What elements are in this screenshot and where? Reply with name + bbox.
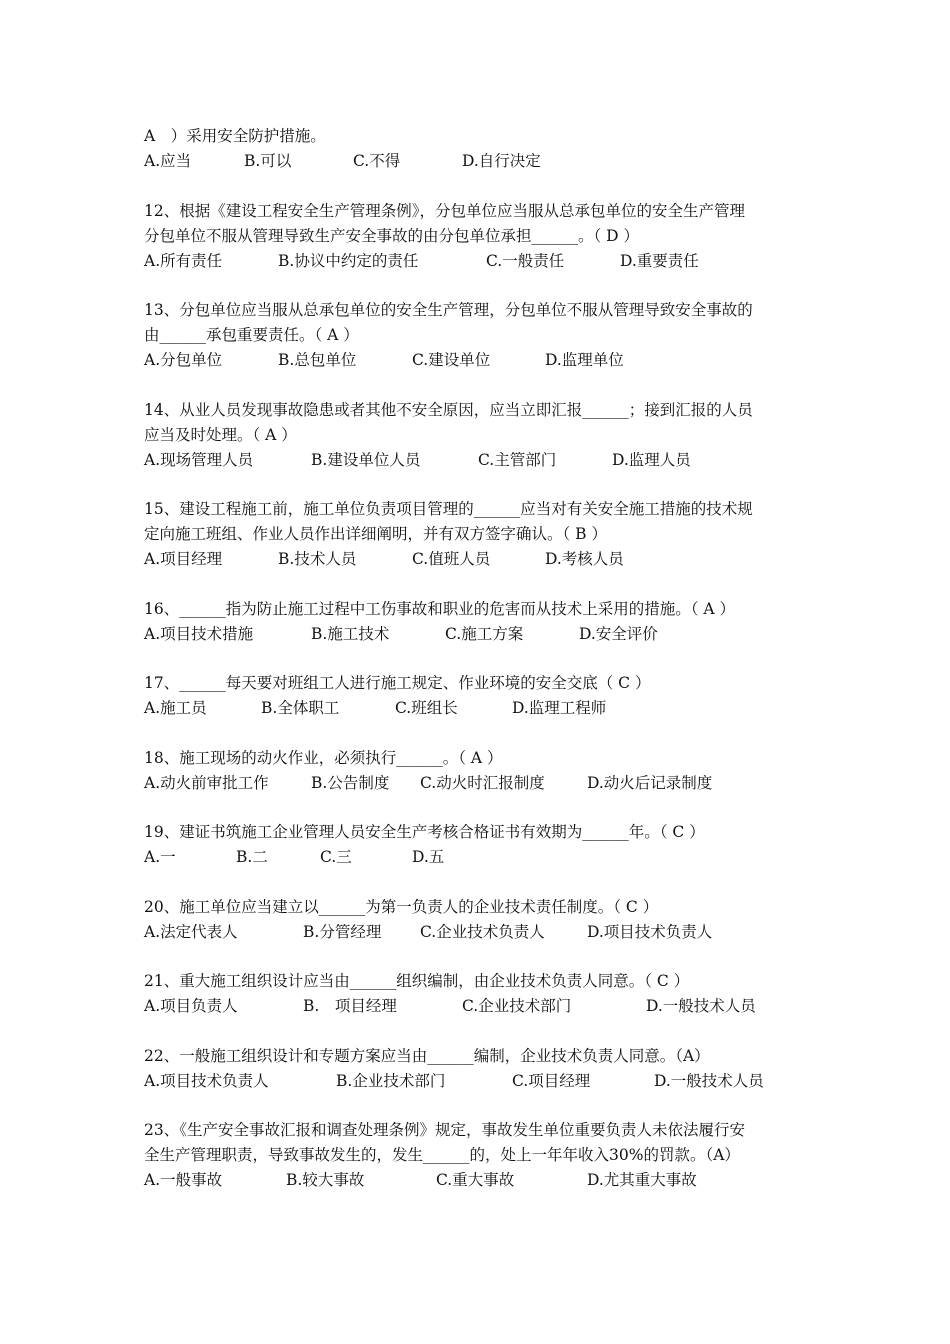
option-a: A.一 [144,848,176,866]
option-b: B.可以 [244,152,292,170]
option-d: D.一般技术人员 [654,1071,764,1090]
option-b: B.协议中约定的责任 [278,251,419,270]
option-b: B.分管经理 [303,922,382,941]
question-21 [144,969,816,1019]
option-b: B.建设单位人员 [311,450,421,469]
question-22 [144,1044,816,1094]
option-c: C.不得 [353,152,401,170]
option-a: A.应当 [144,152,192,170]
option-b: B.企业技术部门 [336,1071,446,1090]
question-text: 23、《生产安全事故汇报和调查处理条例》规定，事故发生单位重要负责人未依法履行安 [144,1121,745,1139]
option-d: D.五 [412,848,445,866]
answer-options [144,994,816,1019]
question-text: A ）采用安全防护措施。 [144,127,326,145]
option-d: D.监理工程师 [512,699,607,717]
option-b: B.较大事故 [286,1171,365,1189]
question-14 [144,398,816,473]
option-b: B.全体职工 [261,699,340,717]
answer-options [144,920,816,945]
question-17 [144,671,816,721]
option-c: C.施工方案 [445,624,524,643]
answer-options [144,149,816,174]
option-c: C.企业技术部门 [462,997,572,1015]
option-a: A.项目经理 [144,550,223,568]
question-20 [144,895,816,945]
question-text: 21、重大施工组织设计应当由______组织编制，由企业技术负责人同意。（ C ） [144,972,690,990]
question-text: 13、分包单位应当服从总承包单位的安全生产管理，分包单位不服从管理导致安全事故的 [144,301,753,319]
option-c: C.一般责任 [486,251,565,270]
option-d: D.重要责任 [620,251,699,270]
question-16 [144,597,816,647]
question-text: 19、建证书筑施工企业管理人员安全生产考核合格证书有效期为______年。（ C ） [144,823,705,841]
option-c: C.值班人员 [412,550,491,568]
answer-options [144,622,816,647]
option-a: A.项目技术措施 [144,624,254,643]
question-23 [144,1118,816,1193]
option-d: D.项目技术负责人 [587,922,713,941]
answer-options [144,348,816,373]
option-c: C.企业技术负责人 [420,922,545,941]
answer-options [144,696,816,721]
option-c: C.主管部门 [478,450,557,469]
question-text: 20、施工单位应当建立以______为第一负责人的企业技术责任制度。（ C ） [144,897,659,916]
option-b: B.公告制度 [311,773,390,792]
option-b: B.施工技术 [311,624,390,643]
option-d: D.自行决定 [462,152,541,170]
question-text: 15、建设工程施工前，施工单位负责项目管理的______应当对有关安全施工措施的技术规 [144,500,753,518]
option-b: B.技术人员 [278,550,357,568]
question-text: 12、根据《建设工程安全生产管理条例》，分包单位应当服从总承包单位的安全生产管理 [144,201,745,220]
question-19 [144,820,816,870]
option-d: D.监理单位 [545,351,624,369]
document-page [144,124,816,1218]
question-text: 应当及时处理。（ A ） [144,425,297,444]
question-text: 全生产管理职责，导致事故发生的，发生______的，处上一年年收入30%的罚款。（A） [144,1146,740,1164]
answer-options [144,448,816,473]
option-d: D.安全评价 [579,624,658,643]
question-text: 18、施工现场的动火作业，必须执行______。（ A ） [144,748,503,767]
option-b: B. 项目经理 [303,997,397,1015]
question-18 [144,746,816,796]
answer-options [144,547,816,572]
answer-options [144,249,816,274]
question-text: 16、______指为防止施工过程中工伤事故和职业的危害而从技术上采用的措施。（ A ） [144,599,736,618]
option-a: A.项目负责人 [144,997,238,1015]
question-text: 由______承包重要责任。（ A ） [144,326,359,344]
option-d: D.动火后记录制度 [587,773,713,792]
option-a: A.动火前审批工作 [144,773,269,792]
answer-options [144,1168,816,1193]
question-text: 22、一般施工组织设计和专题方案应当由______编制，企业技术负责人同意。（A） [144,1046,710,1065]
option-c: C.建设单位 [412,351,491,369]
option-a: A.现场管理人员 [144,450,254,469]
option-c: C.动火时汇报制度 [420,773,545,792]
option-a: A.分包单位 [144,351,223,369]
option-a: A.法定代表人 [144,922,238,941]
option-b: B.二 [236,848,268,866]
question-15 [144,497,816,572]
question-text: 定向施工班组、作业人员作出详细阐明，并有双方签字确认。（ B ） [144,525,607,543]
option-b: B.总包单位 [278,351,357,369]
answer-options [144,771,816,796]
option-d: D.监理人员 [612,450,691,469]
option-a: A.一般事故 [144,1171,223,1189]
option-c: C.三 [320,848,352,866]
option-d: D.尤其重大事故 [587,1171,697,1189]
question-text: 分包单位不服从管理导致生产安全事故的由分包单位承担______。（ D ） [144,226,640,245]
option-d: D.一般技术人员 [646,997,756,1015]
option-a: A.所有责任 [144,251,223,270]
question-11-tail [144,124,816,174]
option-a: A.施工员 [144,699,207,717]
answer-options [144,1069,816,1094]
question-13 [144,298,816,373]
option-c: C.项目经理 [512,1071,591,1090]
option-a: A.项目技术负责人 [144,1071,269,1090]
question-12 [144,199,816,274]
answer-options [144,845,816,870]
option-d: D.考核人员 [545,550,624,568]
option-c: C.重大事故 [436,1171,515,1189]
question-text: 14、从业人员发现事故隐患或者其他不安全原因，应当立即汇报______；接到汇报的人员 [144,400,753,419]
question-text: 17、______每天要对班组工人进行施工规定、作业环境的安全交底（ C ） [144,674,651,692]
option-c: C.班组长 [395,699,458,717]
